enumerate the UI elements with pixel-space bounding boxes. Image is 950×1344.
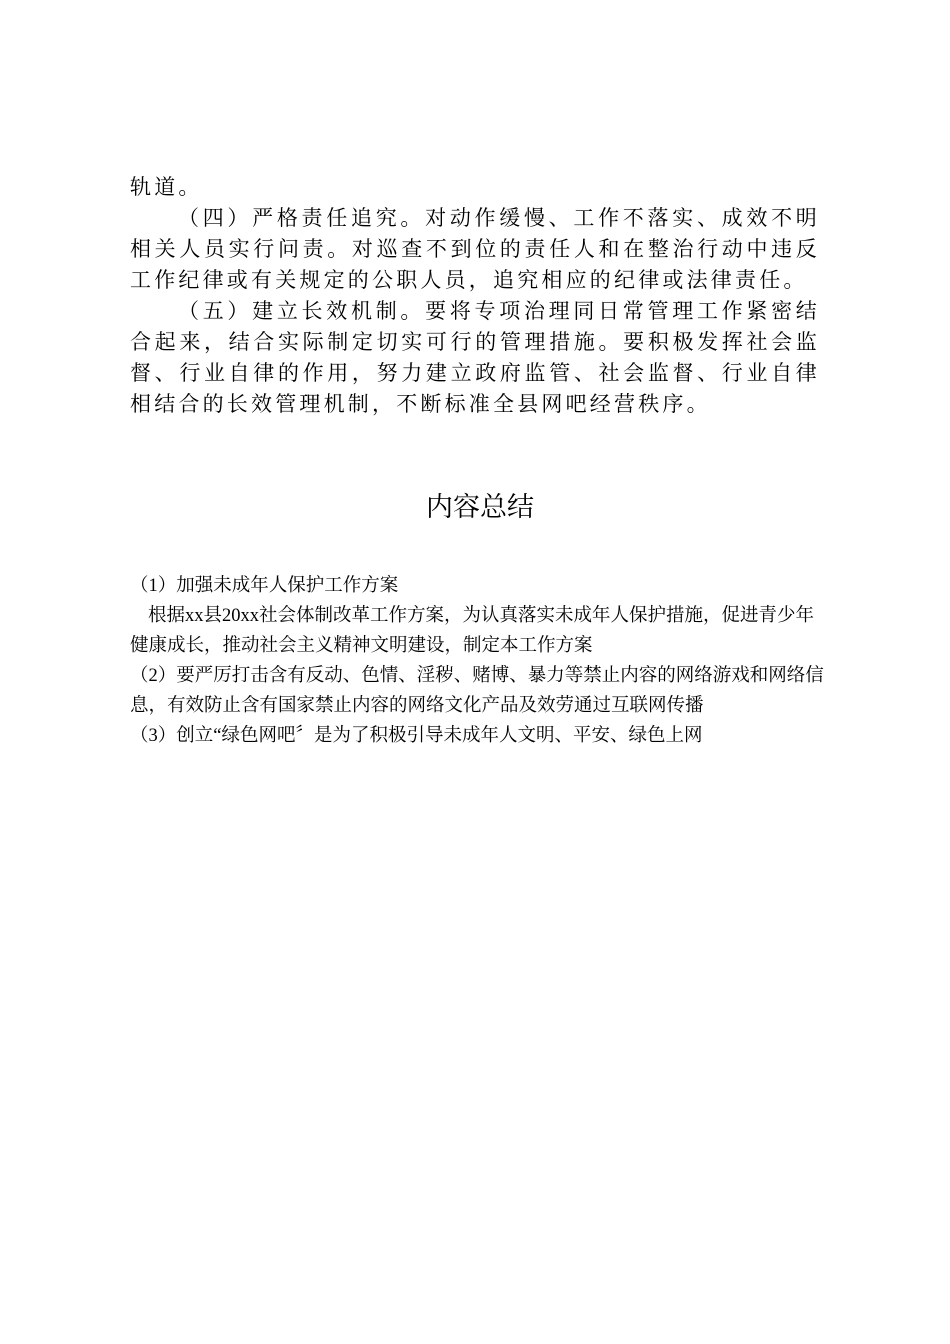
paragraph-long-term-mechanism: （五）建立长效机制。要将专项治理同日常管理工作紧密结合起来，结合实际制定切实可行的管理措施。要积极发挥社会监督、行业自律的作用，努力建立政府监管、社会监督、行业自律相结合的长效管理机制，不断标准全县网吧经营秩序。 — [130, 299, 820, 416]
summary-item-3: （3）创立“绿色网吧〞是为了积极引导未成年人文明、平安、绿色上网 — [130, 726, 703, 746]
summary-item-2: （2）要严厉打击含有反动、色情、淫秽、赌博、暴力等禁止内容的网络游戏和网络信息，有效防止含有国家禁止内容的网络文化产品及效劳通过互联网传播 — [130, 666, 824, 716]
body-text — [130, 172, 820, 420]
paragraph-accountability: （四）严格责任追究。对动作缓慢、工作不落实、成效不明相关人员实行问责。对巡查不到位的责任人和在整治行动中违反工作纪律或有关规定的公职人员，追究相应的纪律或法律责任。 — [130, 206, 820, 292]
summary-list — [130, 571, 830, 751]
paragraph-continuation: 轨道。 — [130, 175, 203, 199]
summary-item-1-detail: 根据xx县20xx社会体制改革工作方案，为认真落实未成年人保护措施，促进青少年健康成长，推动社会主义精神文明建设，制定本工作方案 — [130, 606, 815, 656]
summary-item-1: （1）加强未成年人保护工作方案 — [130, 576, 399, 596]
summary-title: 内容总结 — [426, 492, 534, 523]
